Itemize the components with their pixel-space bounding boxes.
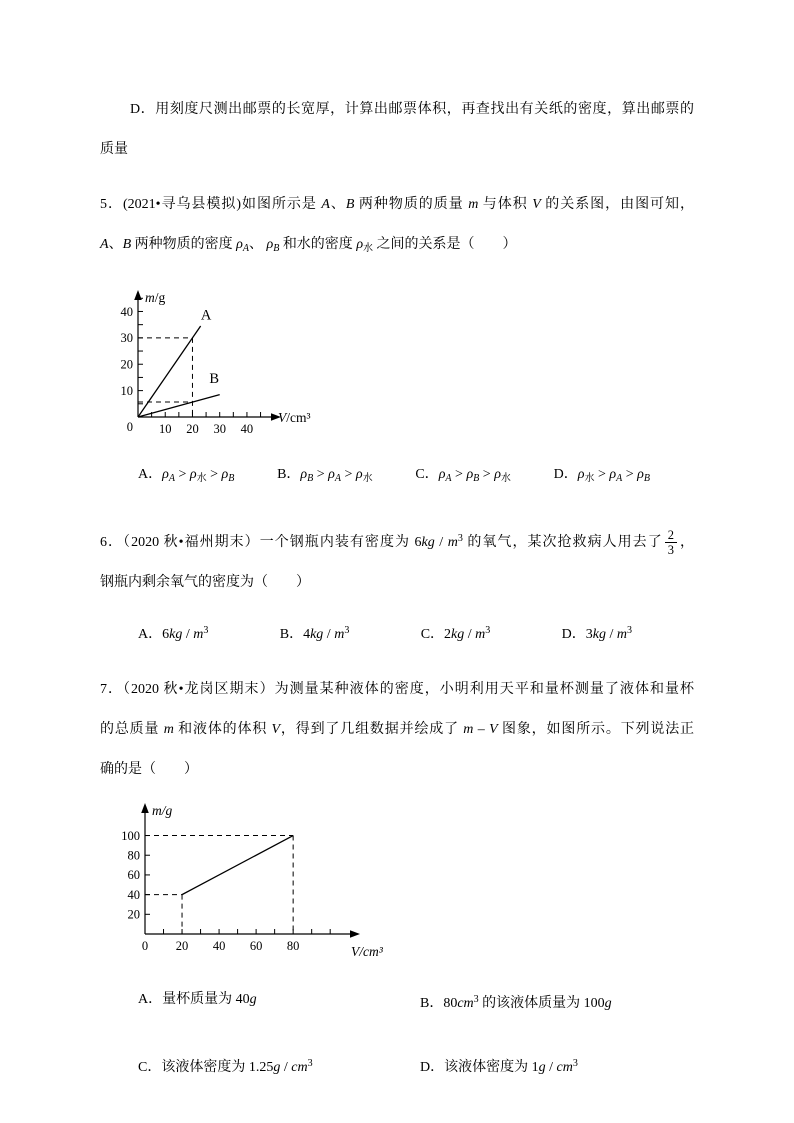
svg-text:80: 80 (286, 939, 300, 953)
question-7-figure (111, 798, 694, 966)
svg-text:20: 20 (127, 907, 140, 922)
question-5-figure (112, 283, 694, 445)
svg-text:V/cm³: V/cm³ (278, 410, 311, 425)
svg-text:60: 60 (249, 939, 263, 953)
svg-text:30: 30 (120, 331, 133, 346)
svg-text:0: 0 (141, 939, 149, 953)
question-7-option-a: A．量杯质量为 40g (138, 992, 257, 1007)
svg-text:B: B (209, 371, 220, 388)
svg-text:m/g: m/g (145, 290, 166, 305)
question-6 (100, 519, 694, 655)
question-5 (100, 185, 694, 499)
svg-text:40: 40 (240, 422, 254, 436)
svg-text:V/cm³: V/cm³ (351, 944, 383, 959)
option-d-line-1: D．用刻度尺测出邮票的长宽厚，计算出邮票体积，再查找出有关纸的密度，算出邮票的 (130, 102, 694, 117)
svg-text:20: 20 (120, 357, 133, 372)
svg-text:A: A (200, 307, 212, 324)
question-6-stem-line-2: 钢瓶内剩余氧气的密度为（ ） (100, 575, 310, 590)
svg-text:0: 0 (126, 420, 133, 434)
mass-volume-graph-substances-a-b (112, 283, 324, 445)
svg-text:10: 10 (120, 383, 133, 398)
question-7-stem-line-2: 的总质量 m 和液体的体积 V，得到了几组数据并绘成了 m – V 图象，如图所示。下列说法正 (100, 722, 695, 737)
question-7-stem-line-1: 7．（2020 秋•龙岗区期末）为测量某种液体的密度，小明利用天平和量杯测量了液体和量杯 (100, 682, 694, 697)
svg-text:40: 40 (212, 939, 226, 953)
question-4-option-d (100, 90, 694, 170)
question-7-options (138, 980, 694, 1088)
svg-text:10: 10 (158, 422, 172, 436)
question-5-option-d: D．$\rho_水 > \rho_A > \rho_B$ (553, 467, 650, 484)
question-6-option-b: B．$4kg / m^3$ (279, 625, 350, 642)
question-6-option-d: D．$3kg / m^3$ (561, 625, 632, 642)
question-6-options (138, 611, 632, 655)
question-6-stem-line-1: 6．（2020 秋•福州期末）一个钢瓶内装有密度为 $6kg / m^3$ 的氧气，某次抢救病人用去了 $\frac{2}{3}$ ， (100, 527, 695, 558)
svg-text:m/g: m/g (152, 803, 173, 818)
svg-text:60: 60 (127, 868, 140, 883)
question-7-option-d: D．该液体密度为 $1g / cm^3$ (420, 1058, 578, 1075)
mass-volume-graph-liquid (111, 798, 411, 966)
question-6-option-a: A．$6kg / m^3$ (138, 625, 209, 642)
option-d-line-2: 质量 (100, 142, 128, 157)
question-7 (100, 670, 694, 1088)
question-5-option-c: C．$\rho_A > \rho_B > \rho_水$ (415, 467, 511, 484)
question-5-stem-line-1: 5．(2021•寻乌县模拟)如图所示是 A、B 两种物质的质量 m 与体积 V 的关系图，由图可知， (100, 197, 695, 212)
svg-text:40: 40 (127, 887, 140, 902)
svg-text:100: 100 (121, 828, 140, 843)
svg-text:20: 20 (186, 422, 199, 436)
question-5-stem-line-2: A、B 两种物质的密度 $\rho_A$、 $\rho_B$ 和水的密度 $\rho_水$ 之间的关系是（ ） (100, 237, 517, 254)
question-7-option-b: B．$80cm^3$ 的该液体质量为 100g (420, 994, 612, 1011)
question-7-option-c: C．该液体密度为 $1.25g / cm^3$ (138, 1058, 313, 1075)
svg-text:40: 40 (120, 304, 133, 319)
svg-text:80: 80 (127, 848, 140, 863)
question-5-option-a: A．$\rho_A > \rho_水 > \rho_B$ (138, 467, 235, 484)
svg-text:30: 30 (213, 422, 226, 436)
question-6-option-c: C．$2kg / m^3$ (420, 625, 491, 642)
question-5-option-b: B．$\rho_B > \rho_A > \rho_水$ (277, 467, 373, 484)
svg-text:20: 20 (175, 939, 189, 953)
question-7-stem-line-3: 确的是（ ） (100, 762, 198, 777)
question-5-options (138, 455, 650, 499)
